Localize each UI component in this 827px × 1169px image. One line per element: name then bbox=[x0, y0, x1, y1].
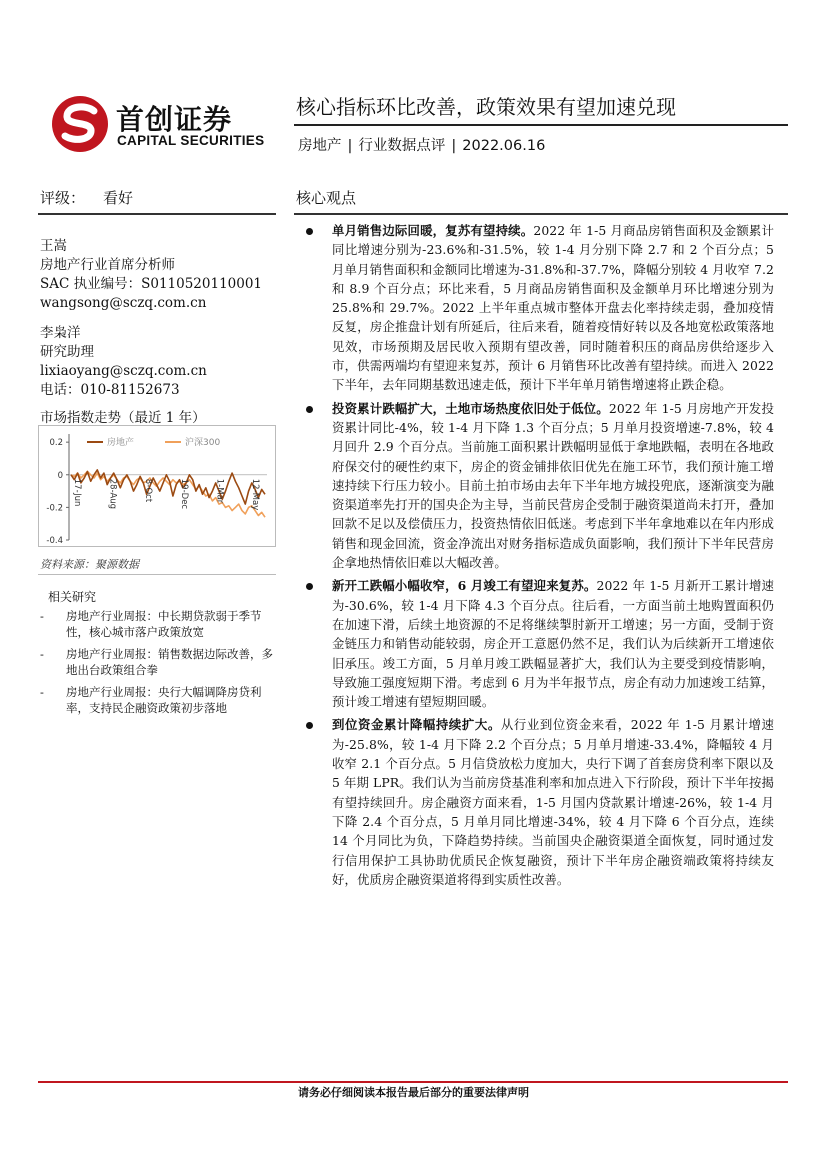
x-tick-label: 12-May bbox=[250, 478, 260, 511]
analyst-card bbox=[40, 237, 262, 313]
core-points-list bbox=[296, 221, 774, 893]
bullet-icon bbox=[306, 583, 313, 590]
related-research-item[interactable]: - 房地产行业周报：央行大幅调降房贷利率，支持民企融资政策初步落地 bbox=[40, 685, 262, 715]
legal-disclaimer[interactable]: 请务必仔细阅读本报告最后部分的重要法律声明 bbox=[298, 1086, 529, 1099]
core-point-lead: 新开工跌幅小幅收窄，6 月竣工有望迎来复苏。 bbox=[332, 578, 597, 594]
y-tick-label: -0.2 bbox=[46, 503, 63, 514]
analyst-email[interactable]: lixiaoyang@sczq.com.cn bbox=[40, 363, 207, 379]
analyst-email[interactable]: wangsong@sczq.com.cn bbox=[40, 295, 207, 311]
related-research-text: 房地产行业周报：中长期贷款弱于季节性，核心城市落户政策放宽 bbox=[66, 609, 262, 639]
company-logo bbox=[50, 94, 272, 154]
core-point-body: 2022 年 1-5 月房地产开发投资累计同比-4%，较 1-4 月下降 1.3 个百分点；5 月单月投资增速-7.8%，较 4 月回升 2.9 个百分点。当前施工面积累计跌幅明显低于拿地跌幅，表明在各地政府保交付的硬性约束下，房企的资金铺排依旧优先在施工环节，我们预计施工增速持续下行压力较小。目前土拍市场由去年下半年地方城投兜底，逐渐演变为融资渠道率先打开的国央企为主导，当前民营房企受制于融资渠道尚未打开，叠加回款不足以及偿债压力，投资热情依旧低迷。考虑到下半年拿地难以在年内形成销售和现金回流，资金净流出对财务指标造成负面影响，我们预计下半年民营房企拿地热情依旧难以大幅改善。 bbox=[332, 400, 774, 571]
logo-english-name: CAPITAL SECURITIES bbox=[117, 133, 265, 148]
x-tick-label: 8-Oct bbox=[143, 478, 154, 503]
core-point bbox=[296, 399, 774, 573]
related-research-list bbox=[40, 608, 280, 722]
core-point-lead: 投资累计跌幅扩大，土地市场热度依旧处于低位。 bbox=[332, 400, 609, 416]
rating-value: 看好 bbox=[103, 189, 134, 207]
rating bbox=[40, 187, 133, 208]
report-type: 行业数据点评 bbox=[358, 138, 446, 154]
rating-divider bbox=[38, 213, 276, 215]
core-point-lead: 到位资金累计降幅持续扩大。 bbox=[332, 717, 501, 733]
chart-source: 资料来源：聚源数据 bbox=[40, 558, 139, 571]
y-tick-label: 0 bbox=[57, 470, 63, 481]
bullet-icon bbox=[306, 228, 313, 235]
capital-securities-logo-icon bbox=[50, 94, 110, 154]
related-research-text: 房地产行业周报：销售数据边际改善，多地出台政策组合拳 bbox=[66, 647, 273, 677]
core-point bbox=[296, 715, 774, 889]
footer-divider bbox=[38, 1081, 788, 1083]
core-point-lead: 单月销售边际回暖，复苏有望持续。 bbox=[332, 223, 534, 238]
core-point bbox=[296, 221, 774, 395]
related-research-item[interactable]: - 房地产行业周报：销售数据边际改善，多地出台政策组合拳 bbox=[40, 647, 273, 677]
report-sector: 房地产 bbox=[298, 138, 342, 154]
analyst-phone: 电话：010-81152673 bbox=[40, 382, 180, 398]
x-tick-label: 28-Aug bbox=[107, 478, 118, 510]
related-research-title: 相关研究 bbox=[48, 590, 97, 604]
core-point-body: 从行业到位资金来看，2022 年 1-5 月累计增速为-25.8%，较 1-4 月下降 2.2 个百分点；5 月单月增速-33.4%，降幅较 4 月收窄 2.1 个百分点。5 月信贷放松力度加大，央行下调了首套房贷利率下限以及 5 年期 LPR。我们认为当前房贷基准利率和加点进入下行阶段，预计下半年按揭有望持续回升。房企融资方面来看，1-5 月国内贷款累计增速-26%，较 1-4 月下降 2.4 个百分点，5 月单月同比增速-34%，较 4 月下降 6 个百分点，连续 14 个月同比为负，下降趋势持续。当前国央企融资渠道全面恢复，同时通过发行信用保护工具协助优质民企恢复融资，预计下半年房企融资端政策将持续友好，优质房企融资渠道将得到实质性改善。 bbox=[332, 717, 774, 887]
related-research-text: 房地产行业周报：央行大幅调降房贷利率，支持民企融资政策初步落地 bbox=[66, 685, 262, 715]
analyst-name: 王嵩 bbox=[40, 238, 67, 254]
market-index-chart bbox=[38, 425, 276, 547]
analyst-role: 研究助理 bbox=[40, 344, 94, 360]
legend-label: 沪深300 bbox=[185, 438, 221, 448]
logo-chinese-name: 首创证券 bbox=[116, 103, 233, 136]
x-tick-label: 17-Jun bbox=[72, 478, 82, 507]
related-research-item[interactable]: - 房地产行业周报：中长期贷款弱于季节性，核心城市落户政策放宽 bbox=[40, 609, 262, 639]
bullet-icon bbox=[306, 722, 313, 729]
report-date: 2022.06.16 bbox=[462, 138, 546, 154]
y-tick-label: 0.2 bbox=[49, 438, 63, 449]
rating-label: 评级： bbox=[40, 189, 86, 207]
legend-label: 房地产 bbox=[107, 438, 135, 448]
x-tick-label: 19-Dec bbox=[178, 478, 189, 510]
chart-source-divider bbox=[38, 574, 276, 575]
analyst-card bbox=[40, 324, 207, 400]
analyst-role: 房地产行业首席分析师 bbox=[40, 257, 175, 273]
core-point-body: 2022 年 1-5 月商品房销售面积及金额累计同比增速分别为-23.6%和-31.5%，较 1-4 月分别下降 2.7 和 2 个百分点；5 月单月销售面积和金额同比增速为-31.8%和-37.7%，降幅分别较 4 月收窄 7.2 和 8.9 个百分点；环比来看，5 月商品房销售面积及金额单月环比增速分别为 25.8%和 29.7%。2022 上半年重点城市整体开盘去化率持续走弱，叠加疫情反复，房企推盘计划有所延后，往后来看，随着疫情好转以及各地宽松政策落地见效，市场预期及居民收入预期有望改善，同时随着积压的商品房供给逐步入市，供需两端均有望迎来复苏，预计 6 月销售环比改善有望持续。而进入 2022 下半年，去年同期基数迅速走低，预计下半年单月销售增速将止跌企稳。 bbox=[332, 223, 774, 393]
y-tick-label: -0.4 bbox=[46, 536, 63, 546]
core-views-title: 核心观点 bbox=[296, 189, 357, 207]
report-meta: 房地产 | 行业数据点评 | 2022.06.16 bbox=[298, 138, 546, 154]
chart-title: 市场指数走势（最近 1 年） bbox=[40, 410, 206, 426]
analyst-name: 李枭洋 bbox=[40, 325, 81, 341]
bullet-icon bbox=[306, 406, 313, 413]
core-point-body: 2022 年 1-5 月新开工累计增速为-30.6%，较 1-4 月下降 4.3 个百分点。往后看，一方面当前土地购置面积仍在加速下滑，后续土地资源的不足将继续掣肘新开工增速；另一方面，受制于资金链压力和销售动能较弱，房企开工意愿仍然不足，我们认为后续新开工增速依旧承压。竣工方面，5 月单月竣工跌幅显著扩大，我们认为主要受到疫情影响，导致施工强度短期下滑。考虑到 6 月为半年报节点，房企有动力加速竣工结算，预计竣工增速有望短期回暖。 bbox=[332, 578, 775, 710]
chart-svg bbox=[39, 426, 275, 546]
core-point bbox=[296, 576, 774, 711]
report-title: 核心指标环比改善，政策效果有望加速兑现 bbox=[296, 95, 676, 119]
x-tick-label: 1-Mar bbox=[214, 478, 225, 504]
analyst-license: SAC 执业编号：S0110520110001 bbox=[40, 276, 263, 292]
core-views-divider bbox=[294, 213, 788, 215]
title-divider bbox=[294, 124, 788, 126]
